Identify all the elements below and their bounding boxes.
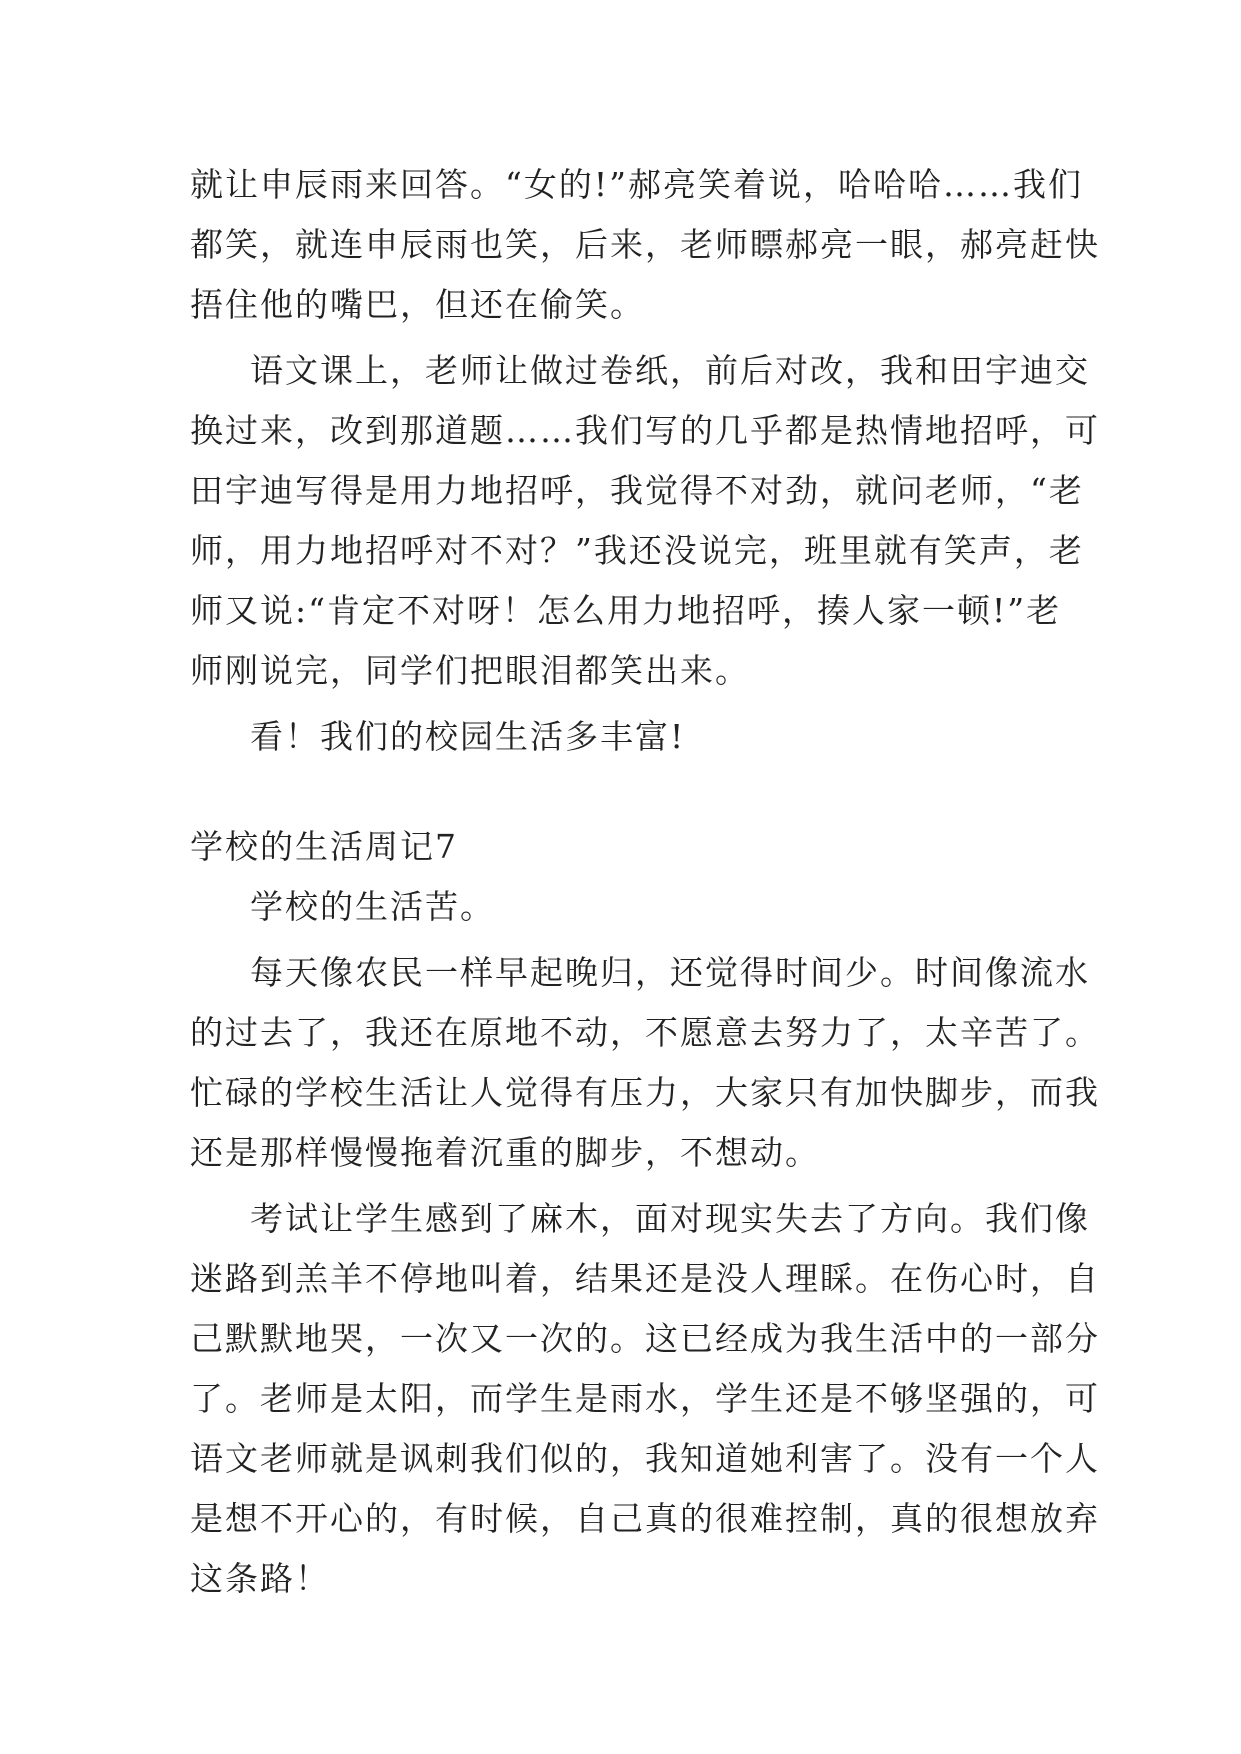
text-line: 师，用力地招呼对不对？”我还没说完，班里就有笑声，老	[190, 531, 1084, 570]
text-line: 就让申辰雨来回答。“女的!”郝亮笑着说，哈哈哈……我们	[190, 165, 1084, 204]
paragraph	[190, 1189, 1100, 1609]
text-line: 这条路！	[190, 1559, 330, 1598]
section-title	[190, 817, 1070, 877]
text-line: 捂住他的嘴巴，但还在偷笑。	[190, 285, 645, 324]
section-title-text: 学校的生活周记7	[190, 827, 458, 866]
paragraph	[190, 341, 1100, 701]
document-body	[190, 155, 1100, 1609]
text-line: 都笑，就连申辰雨也笑，后来，老师瞟郝亮一眼，郝亮赶快	[190, 225, 1100, 264]
text-line: 的过去了，我还在原地不动，不愿意去努力了，太辛苦了。	[190, 1013, 1100, 1052]
text-line: 了。老师是太阳，而学生是雨水，学生还是不够坚强的，可	[190, 1379, 1100, 1418]
paragraph	[190, 877, 1070, 937]
paragraph	[190, 707, 1070, 767]
text-line: 忙碌的学校生活让人觉得有压力，大家只有加快脚步，而我	[190, 1073, 1100, 1112]
text-line: 每天像农民一样早起晚归，还觉得时间少。时间像流水	[250, 953, 1090, 992]
paragraph	[190, 155, 1100, 335]
text-line: 看！我们的校园生活多丰富!	[250, 717, 686, 756]
text-line: 学校的生活苦。	[250, 887, 495, 926]
text-line: 己默默地哭，一次又一次的。这已经成为我生活中的一部分	[190, 1319, 1100, 1358]
text-line: 换过来，改到那道题……我们写的几乎都是热情地招呼，可	[190, 411, 1100, 450]
text-line: 是想不开心的，有时候，自己真的很难控制，真的很想放弃	[190, 1499, 1100, 1538]
paragraph	[190, 943, 1100, 1183]
text-line: 还是那样慢慢拖着沉重的脚步，不想动。	[190, 1133, 820, 1172]
text-line: 师又说:“肯定不对呀！怎么用力地招呼，揍人家一顿!”老	[190, 591, 1062, 630]
text-line: 迷路到羔羊不停地叫着，结果还是没人理睬。在伤心时，自	[190, 1259, 1100, 1298]
text-line: 考试让学生感到了麻木，面对现实失去了方向。我们像	[250, 1199, 1090, 1238]
text-line: 语文老师就是讽刺我们似的，我知道她利害了。没有一个人	[190, 1439, 1100, 1478]
text-line: 师刚说完，同学们把眼泪都笑出来。	[190, 651, 750, 690]
text-line: 语文课上，老师让做过卷纸，前后对改，我和田宇迪交	[250, 351, 1090, 390]
text-line: 田宇迪写得是用力地招呼，我觉得不对劲，就问老师，“老	[190, 471, 1084, 510]
